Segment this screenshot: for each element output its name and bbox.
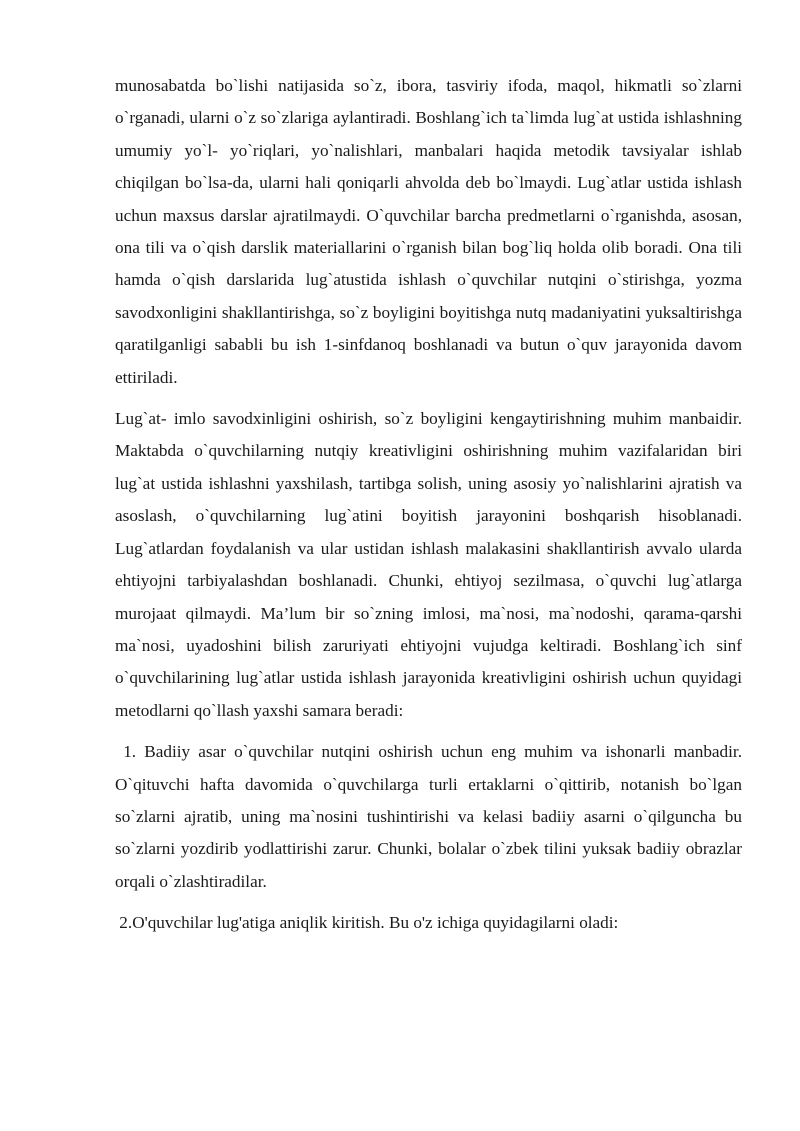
paragraph-method-2: 2.O'quvchilar lug'atiga aniqlik kiritish. Bu o'z ichiga quyidagilarni oladi: bbox=[115, 913, 619, 933]
paragraph-dictionary-importance: Lug`at- imlo savodxinligini oshirish, so`z boyligini kengaytirishning muhim manbaidir. Maktabda o`quvchilarning nutqiy kreativligini oshirishning muhim vazifalaridan biri lug`at ustida ishlashni yaxshilash, tartibga solish, uning asosiy yo`nalishlarini ajratish va asoslash, o`quvchilarning lug`atini boyitish jarayonini boshqarish hisoblanadi. Lug`atlardan foydalanish va ular ustidan ishlash malakasini shakllantirish avvalo ularda ehtiyojni tarbiyalashdan boshlanadi. Chunki, ehtiyoj sezilmasa, o`quvchi lug`atlarga murojaat qilmaydi. Ma’lum bir so`zning imlosi, ma`nosi, ma`nodoshi, qarama-qarshi ma`nosi, uyadoshini bilish zaruriyati ehtiyojni vujudga keltiradi. Boshlang`ich sinf o`quvchilarining lug`atlar ustida ishlash jarayonida kreativligini oshirish uchun quyidagi metodlarni qo`llash yaxshi samara beradi: bbox=[115, 409, 742, 720]
document-body bbox=[115, 70, 747, 949]
paragraph-method-1: 1. Badiiy asar o`quvchilar nutqini oshirish uchun eng muhim va ishonarli manbadir. O`qituvchi hafta davomida o`quvchilarga turli ertaklarni o`qittirib, notanish bo`lgan so`zlarni ajratib, uning ma`nosini tushintirishi va kelasi badiiy asarni o`qilguncha bu so`zlarni yozdirib yodlattirishi zarur. Chunki, bolalar o`zbek tilini yuksak badiiy obrazlar orqali o`zlashtiradilar. bbox=[115, 742, 747, 891]
paragraph-continuation: munosabatda bo`lishi natijasida so`z, ibora, tasviriy ifoda, maqol, hikmatli so`zlarni o`rganadi, ularni o`z so`zlariga aylantiradi. Boshlang`ich ta`limda lug`at ustida ishlashning umumiy yo`l- yo`riqlari, yo`nalishlari, manbalari haqida metodik tavsiyalar ishlab chiqilgan bo`lsa-da, ularni hali qoniqarli ahvolda deb bo`lmaydi. Lug`atlar ustida ishlash uchun maxsus darslar ajratilmaydi. O`quvchilar barcha predmetlarni o`rganishda, asosan, ona tili va o`qish darslik materiallarini o`rganish bilan bog`liq holda olib boradi. Ona tili hamda o`qish darslarida lug`atustida ishlash o`quvchilar nutqini o`stirishga, yozma savodxonligini shakllantirishga, so`z boyligini boyitishga nutq madaniyatini yuksaltirishga qaratilganligi sababli bu ish 1-sinfdanoq boshlanadi va butun o`quv jarayonida davom ettiriladi. bbox=[115, 76, 742, 387]
